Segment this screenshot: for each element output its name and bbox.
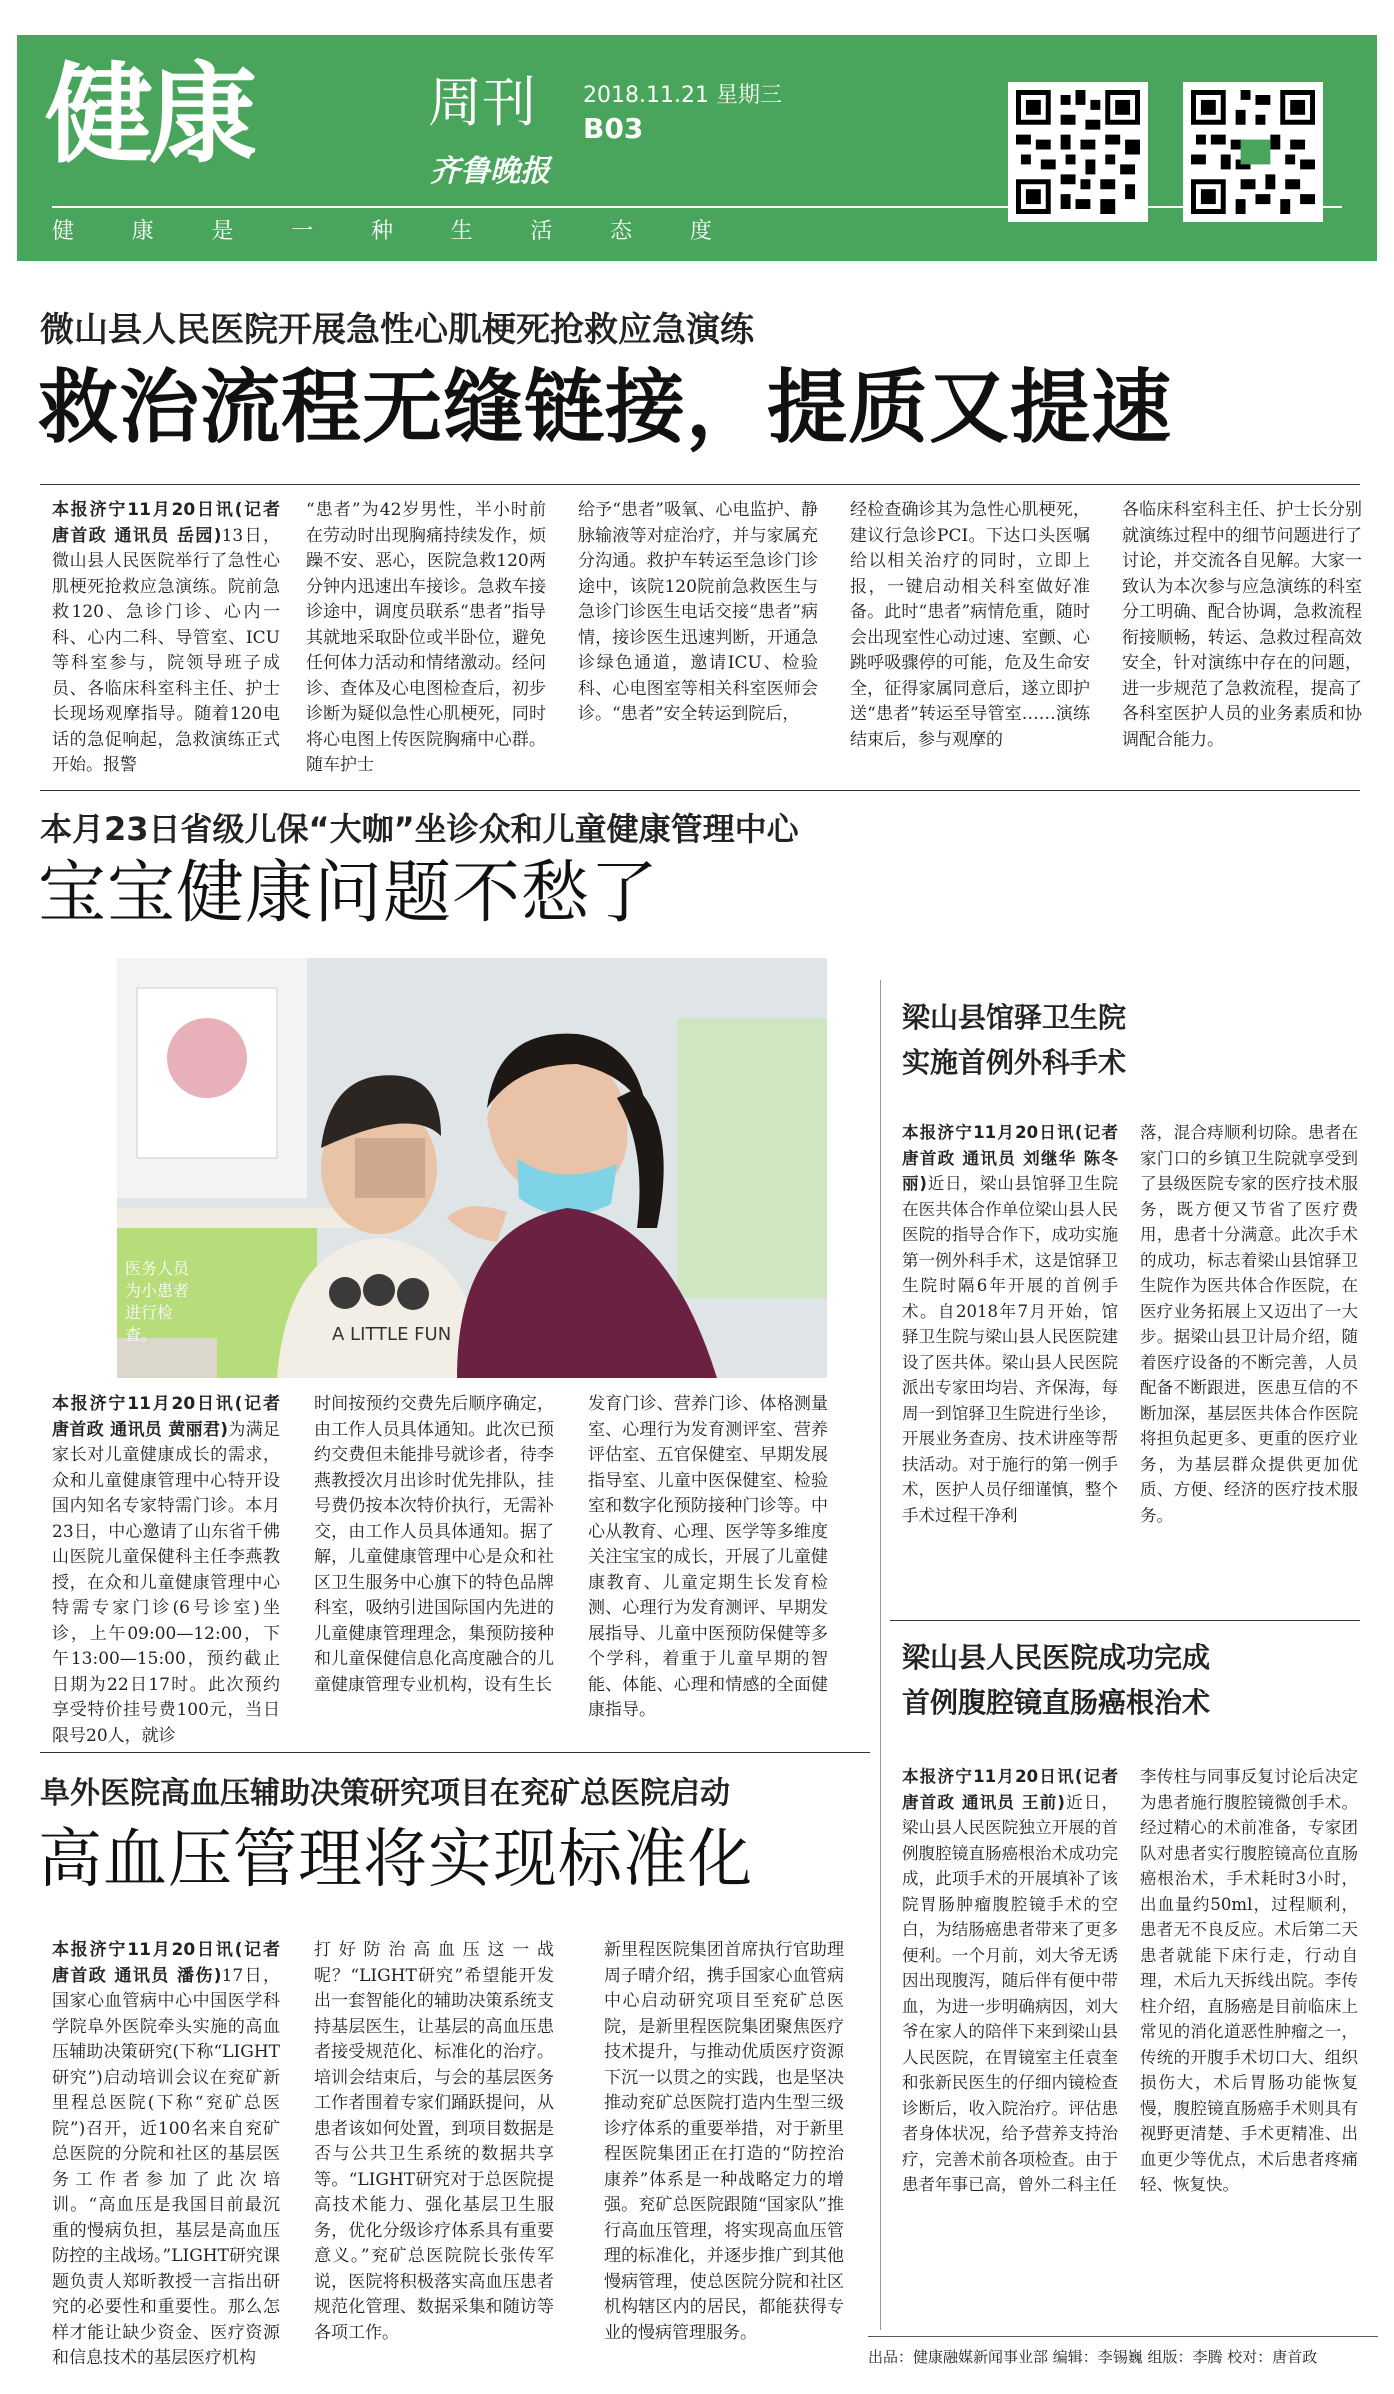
qr-code-icon[interactable] [1183,82,1323,222]
footer-divider [868,2336,1378,2337]
slogan-char: 生 [450,219,473,244]
shirt-text: A LITTLE FUN [332,1324,452,1345]
headline-line: 梁山县馆驿卫生院 [902,1001,1127,1034]
slogan-char: 健 [52,219,75,244]
article1-byline: 本报济宁11月20日讯(记者 唐首政 通讯员 岳园) [52,500,280,546]
article5-col-3: 新里程医院集团首席执行官助理周子晴介绍，携手国家心血管病中心启动研究项目至兖矿总医院，是新里程医院集团聚焦医疗技术提升，与推动优质医疗资源下沉一以贯之的实践，也是坚决推动兖矿总医院打造内生型三级诊疗体系的重要举措，对于新里程医院集团正在打造的“防控治康养”体系是一种战略定力的增强。兖矿总医院跟随“国家队”推行高血压管理，将实现高血压管理的标准化，并逐步推广到其他慢病管理，使总医院分院和社区机构辖区内的居民，都能获得专业的慢病管理服务。 [604,1940,844,2343]
photo-illustration [117,958,827,1378]
divider [40,790,1360,791]
article3-byline: 本报济宁11月20日讯(记者 唐首政 通讯员 刘继华 陈冬丽) [902,1123,1118,1193]
article4-byline: 本报济宁11月20日讯(记者 唐首政 通讯员 王前) [902,1767,1118,1812]
article4-headline [902,1636,1210,1726]
article1-col-3: 给予“患者”吸氧、心电监护、静脉输液等对症治疗，并与家属充分沟通。救护车转运至急诊门诊途中，该院120院前急救医生与急诊门诊医生电话交接“患者”病情，接诊医生迅速判断，开通急诊绿色通道，邀请ICU、检验科、心电图室等相关科室医师会诊。“患者”安全转运到院后， [578,500,818,724]
qr-code-icon[interactable] [1008,82,1148,222]
article2-headline: 宝宝健康问题不愁了 [38,854,660,933]
article2-col-3: 发育门诊、营养门诊、体格测量室、心理行为发育测评室、营养评估室、五官保健室、早期发展指导室、儿童中医保健室、检验室和数字化预防接种门诊等。中心从教育、心理、医学等多维度关注宝宝的成长，开展了儿童健康教育、儿童定期生长发育检测、心理行为发育测评、早期发展指导、儿童中医预防保健等多个学科，着重于儿童早期的智能、体能、心理和情感的全面健康指导。 [588,1394,828,1720]
article2-kicker: 本月23日省级儿保“大咖”坐诊众和儿童健康管理中心 [40,810,799,848]
slogan-char: 度 [689,219,712,244]
masthead-logo: 健康 [45,53,254,178]
article1-col-1 [52,498,280,779]
issue-date: 2018.11.21 星期三 [583,83,782,108]
divider [40,484,1360,485]
divider [890,1620,1360,1621]
slogan [52,214,712,245]
page-number: B03 [583,111,644,145]
credits: 出品：健康融媒新闻事业部 编辑：李锡巍 组版：李腾 校对：唐首政 [868,2348,1318,2366]
article1-col-5: 各临床科室科主任、护士长分别就演练过程中的细节问题进行了讨论，并交流各自见解。大家一致认为本次参与应急演练的科室分工明确、配合协调，急救流程衔接顺畅，转运、急救过程高效安全，针对演练中存在的问题，进一步规范了急救流程，提高了各科室医护人员的业务素质和协调配合能力。 [1122,500,1362,750]
qr-code-graphic [1016,90,1140,214]
article5-col-1 [52,1938,280,2372]
article2-byline: 本报济宁11月20日讯(记者 唐首政 通讯员 黄丽君) [52,1394,280,1440]
headline-line: 梁山县人民医院成功完成 [902,1641,1211,1674]
article1-col-2: “患者”为42岁男性，半小时前在劳动时出现胸痛持续发作，烦躁不安、恶心，医院急救120两分钟内迅速出车接诊。急救车接诊途中，调度员联系“患者”指导其就地采取卧位或半卧位，避免任何体力活动和情绪激动。经问诊、查体及心电图检查后，初步诊断为疑似急性心肌梗死，同时将心电图上传医院胸痛中心群。随车护士 [306,500,546,775]
article-text: 为满足家长对儿童健康成长的需求，众和儿童健康管理中心特开设国内知名专家特需门诊。本月23日，中心邀请了山东省千佛山医院儿童保健科主任李燕教授，在众和儿童健康管理中心特需专家门诊(6号诊室)坐诊，上午09:00—12:00，下午13:00—15:00，预约截止日期为22日17时。此次预约享受特价挂号费100元，当日限号20人，就诊 [52,1419,281,1746]
article1-headline: 救治流程无缝链接，提质又提速 [38,361,1172,454]
article5-col-2: 打好防治高血压这一战呢？“LIGHT研究”希望能开发出一套智能化的辅助决策系统支持基层医生，让基层的高血压患者接受规范化、标准化的治疗。培训会结束后，与会的基层医务工作者围着专家们踊跃提问，从患者该如何处置，到项目数据是否与公共卫生系统的数据共享等。“LIGHT研究对于总医院提高技术能力、强化基层卫生服务，优化分级诊疗体系具有重要意义。”兖矿总医院院长张传军说，医院将积极落实高血压患者规范化管理、数据采集和随访等各项工作。 [314,1940,554,2343]
article-text: 13日，微山县人民医院举行了急性心肌梗死抢救应急演练。院前急救120、急诊门诊、心内一科、心内二科、导管室、ICU等科室参与，院领导班子成员、各临床科室科主任、护士长现场观摩指导。随着120电话的急促响起，急救演练正式开始。报警 [52,525,281,775]
article2-col-1 [52,1392,280,1749]
article4-col-1 [902,1764,1118,2198]
qr-code-graphic [1191,90,1315,214]
masthead-divider [52,206,1342,208]
masthead-weekly: 周刊 [428,71,536,134]
slogan-char: 一 [291,219,314,244]
article5-kicker: 阜外医院高血压辅助决策研究项目在兖矿总医院启动 [40,1776,730,1811]
slogan-char: 态 [610,219,633,244]
article2-col-2: 时间按预约交费先后顺序确定，由工作人员具体通知。此次已预约交费但未能排号就诊者，待李燕教授次月出诊时优先排队，挂号费仍按本次特价执行，无需补交，由工作人员具体通知。据了解，儿童健康管理中心是众和社区卫生服务中心旗下的特色品牌科室，吸纳引进国际国内先进的儿童健康管理理念，集预防接种和儿童保健信息化高度融合的儿童健康管理专业机构，设有生长 [314,1394,554,1695]
headline-line: 首例腹腔镜直肠癌根治术 [902,1685,1211,1719]
column-divider [880,980,881,2330]
article3-col-2: 落，混合痔顺利切除。患者在家门口的乡镇卫生院就享受到了县级医院专家的医疗技术服务，既方便又节省了医疗费用，患者十分满意。此次手术的成功，标志着梁山县馆驿卫生院作为医共体合作医院，在医疗业务拓展上又迈出了一大步。据梁山县卫计局介绍，随着医疗设备的不断完善，人员配备不断跟进，医患互信的不断加深，基层医共体合作医院将担负起更多、更重的医疗业务，为基层群众提供更加优质、方便、经济的医疗技术服务。 [1140,1123,1358,1525]
slogan-char: 是 [211,219,234,244]
divider [40,1752,870,1753]
headline-line: 实施首例外科手术 [902,1045,1127,1079]
photo-child-checkup [117,958,827,1378]
slogan-char: 康 [131,219,154,244]
article1-kicker: 微山县人民医院开展急性心肌梗死抢救应急演练 [40,310,754,350]
article1-col-4: 经检查确诊其为急性心肌梗死，建议行急诊PCI。下达口头医嘱给以相关治疗的同时，立即上报，一键启动相关科室做好准备。此时“患者”病情危重，随时会出现室性心动过速、室颤、心跳呼吸骤停的可能，危及生命安全，征得家属同意后，遂立即护送“患者”转运至导管室……演练结束后，参与观摩的 [850,500,1090,750]
photo-caption: 医务人员为小患者进行检查。 [125,1259,190,1344]
slogan-char: 种 [370,219,393,244]
article-text: 17日，国家心血管病中心中国医学科学院阜外医院牵头实施的高血压辅助决策研究(下称“LIGHT研究”)启动培训会议在兖矿新里程总医院(下称“兖矿总医院”)召开，近100名来自兖矿总医院的分院和社区的基层医务工作者参加了此次培训。“高血压是我国目前最沉重的慢病负担，基层是高血压防控的主战场。”LIGHT研究课题负责人郑昕教授一言指出研究的必要性和重要性。那么怎样才能让缺少资金、医疗资源和信息技术的基层医疗机构 [52,1965,281,2368]
article5-byline: 本报济宁11月20日讯(记者 唐首政 通讯员 潘伤) [52,1940,280,1986]
slogan-char: 活 [530,219,553,244]
article-text: 近日，梁山县馆驿卫生院在医共体合作单位梁山县人民医院的指导合作下，成功实施第一例外科手术，这是馆驿卫生院时隔6年开展的首例手术。自2018年7月开始，馆驿卫生院与梁山县人民医院建设了医共体。梁山县人民医院派出专家田均岩、齐保海，每周一到馆驿卫生院进行坐诊，开展业务查房、技术讲座等帮扶活动。对于施行的第一例手术，医护人员仔细谨慎，整个手术过程干净利 [902,1174,1119,1525]
issue-info [583,82,782,147]
newspaper-brand: 齐鲁晚报 [430,154,550,189]
article3-headline [902,996,1126,1086]
article-text: 近日，梁山县人民医院独立开展的首例腹腔镜直肠癌根治术成功完成，此项手术的开展填补了该院胃肠肿瘤腹腔镜手术的空白，为结肠癌患者带来了更多便利。一个月前，刘大爷无诱因出现腹泻，随后伴有便中带血，为进一步明确病因，刘大爷在家人的陪伴下来到梁山县人民医院，在胃镜室主任袁奎和张新民医生的仔细内镜检查诊断后，收入院治疗。评估患者身体状况，给予营养支持治疗，完善术前各项检查。由于患者年事已高，曾外二科主任 [902,1792,1119,2194]
article4-col-2: 李传柱与同事反复讨论后决定为患者施行腹腔镜微创手术。经过精心的术前准备，专家团队对患者实行腹腔镜高位直肠癌根治术，手术耗时3小时，出血量约50ml，过程顺利，患者无不良反应。术后第二天患者就能下床行走，行动自理，术后九天拆线出院。李传柱介绍，直肠癌是目前临床上常见的消化道恶性肿瘤之一，传统的开腹手术切口大、组织损伤大，术后胃肠功能恢复慢，腹腔镜直肠癌手术则具有视野更清楚、手术更精准、出血更少等优点，术后患者疼痛轻、恢复快。 [1140,1767,1358,2194]
article3-col-1 [902,1120,1118,1528]
article5-headline: 高血压管理将实现标准化 [38,1823,753,1897]
